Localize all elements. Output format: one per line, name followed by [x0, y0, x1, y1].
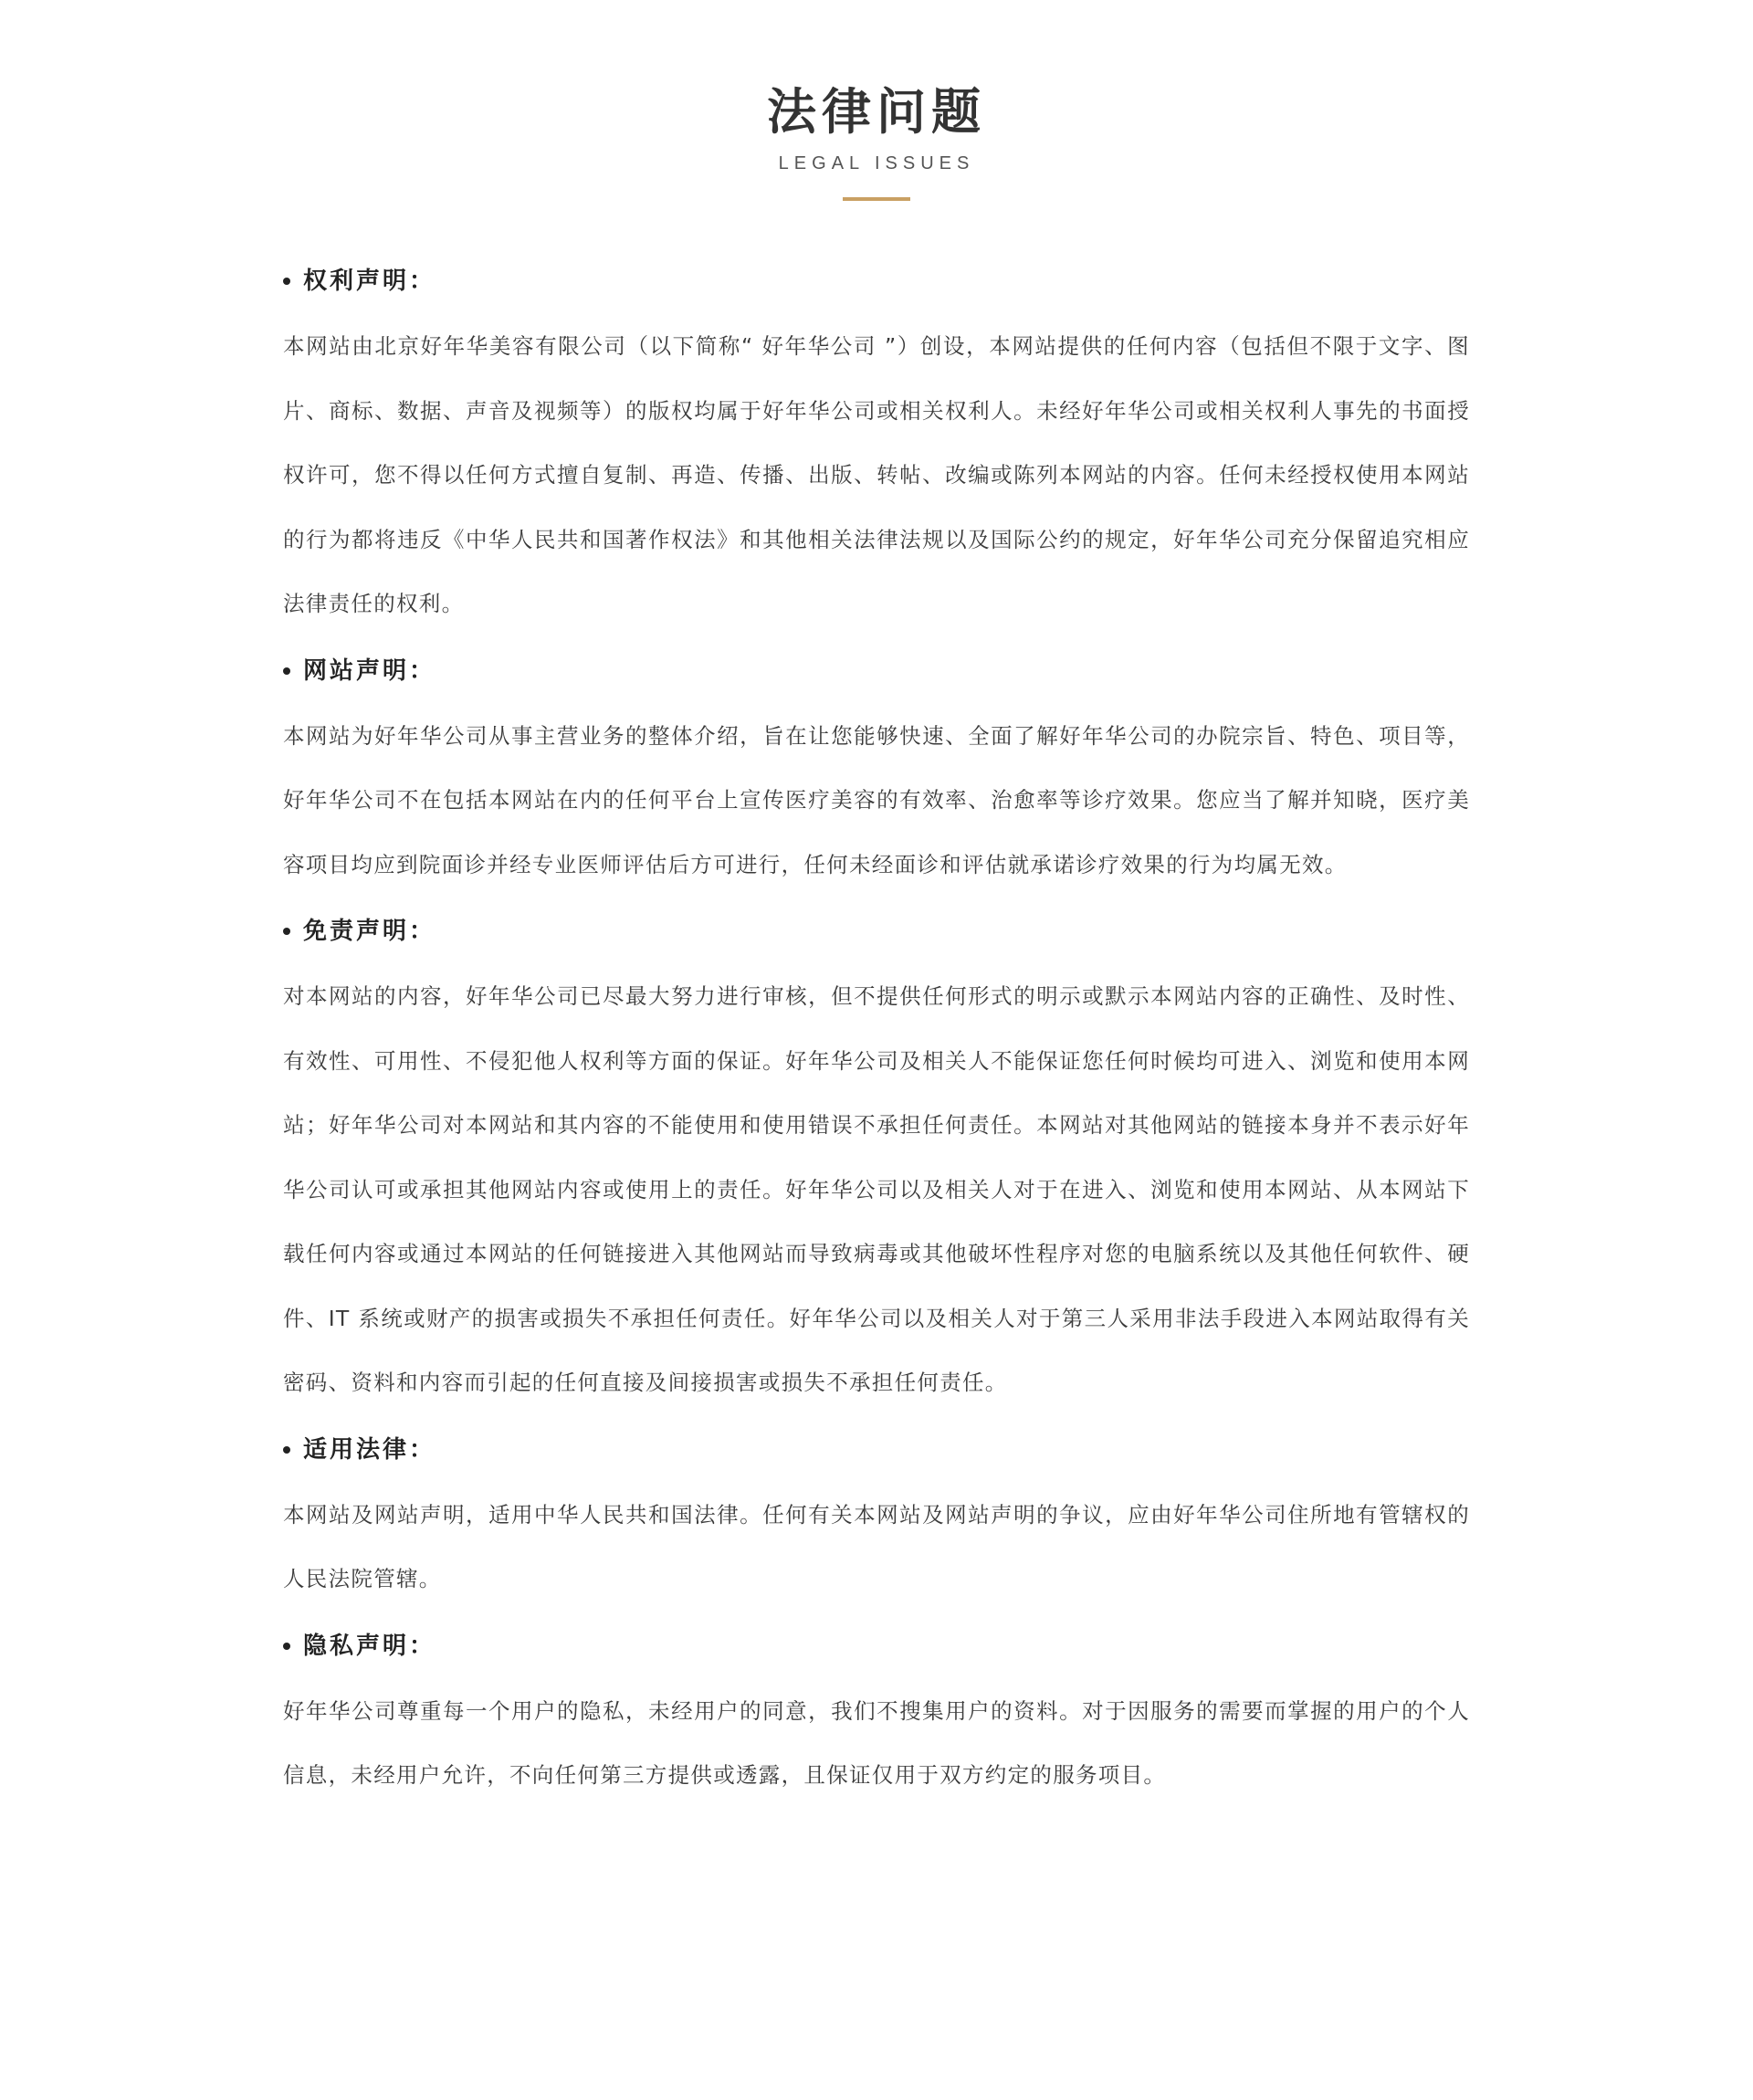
section-heading [283, 1432, 1470, 1468]
bullet-icon [283, 928, 290, 935]
page-subtitle: LEGAL ISSUES [778, 153, 975, 173]
section-rights-statement [283, 263, 1470, 636]
title-divider [843, 197, 910, 201]
section-website-statement [283, 653, 1470, 898]
legal-content [283, 263, 1470, 1808]
section-heading [283, 263, 1470, 299]
section-heading [283, 913, 1470, 950]
section-body: 本网站及网站声明，适用中华人民共和国法律。任何有关本网站及网站声明的争议，应由好年华公司住所地有管辖权的人民法院管辖。 [283, 1501, 1470, 1591]
page-title: 法律问题 [767, 83, 986, 141]
section-heading-text: 隐私声明： [303, 1632, 436, 1660]
section-heading-text: 免责声明： [303, 918, 436, 945]
section-applicable-law [283, 1432, 1470, 1612]
section-heading [283, 653, 1470, 689]
bullet-icon [283, 1446, 290, 1454]
section-heading [283, 1628, 1470, 1664]
section-body: 本网站由北京好年华美容有限公司（以下简称“ 好年华公司 ”）创设，本网站提供的任何内容（包括但不限于文字、图片、商标、数据、声音及视频等）的版权均属于好年华公司或相关权利人。未经好年华公司或相关权利人事先的书面授权许可，您不得以任何方式擅自复制、再造、传播、出版、转帖、改编或陈列本网站的内容。任何未经授权使用本网站的行为都将违反《中华人民共和国著作权法》和其他相关法律法规以及国际公约的规定，好年华公司充分保留追究相应法律责任的权利。 [283, 333, 1470, 616]
page-header [0, 80, 1753, 201]
section-privacy-statement [283, 1628, 1470, 1808]
section-body: 对本网站的内容，好年华公司已尽最大努力进行审核，但不提供任何形式的明示或默示本网站内容的正确性、及时性、有效性、可用性、不侵犯他人权利等方面的保证。好年华公司及相关人不能保证您任何时候均可进入、浏览和使用本网站；好年华公司对本网站和其内容的不能使用和使用错误不承担任何责任。本网站对其他网站的链接本身并不表示好年华公司认可或承担其他网站内容或使用上的责任。好年华公司以及相关人对于在进入、浏览和使用本网站、从本网站下载任何内容或通过本网站的任何链接进入其他网站而导致病毒或其他破坏性程序对您的电脑系统以及其他任何软件、硬件、IT 系统或财产的损害或损失不承担任何责任。好年华公司以及相关人对于第三人采用非法手段进入本网站取得有关密码、资料和内容而引起的任何直接及间接损害或损失不承担任何责任。 [283, 983, 1470, 1395]
section-body: 本网站为好年华公司从事主营业务的整体介绍，旨在让您能够快速、全面了解好年华公司的办院宗旨、特色、项目等，好年华公司不在包括本网站在内的任何平台上宣传医疗美容的有效率、治愈率等诊疗效果。您应当了解并知晓，医疗美容项目均应到院面诊并经专业医师评估后方可进行，任何未经面诊和评估就承诺诊疗效果的行为均属无效。 [283, 722, 1470, 877]
section-heading-text: 适用法律： [303, 1435, 436, 1464]
bullet-icon [283, 278, 290, 285]
bullet-icon [283, 667, 290, 675]
section-heading-text: 网站声明： [303, 656, 436, 685]
section-body: 好年华公司尊重每一个用户的隐私，未经用户的同意，我们不搜集用户的资料。对于因服务的需要而掌握的用户的个人信息，未经用户允许，不向任何第三方提供或透露，且保证仅用于双方约定的服务项目。 [283, 1697, 1470, 1788]
section-heading-text: 权利声明： [303, 268, 436, 295]
bullet-icon [283, 1643, 290, 1650]
section-disclaimer [283, 913, 1470, 1415]
